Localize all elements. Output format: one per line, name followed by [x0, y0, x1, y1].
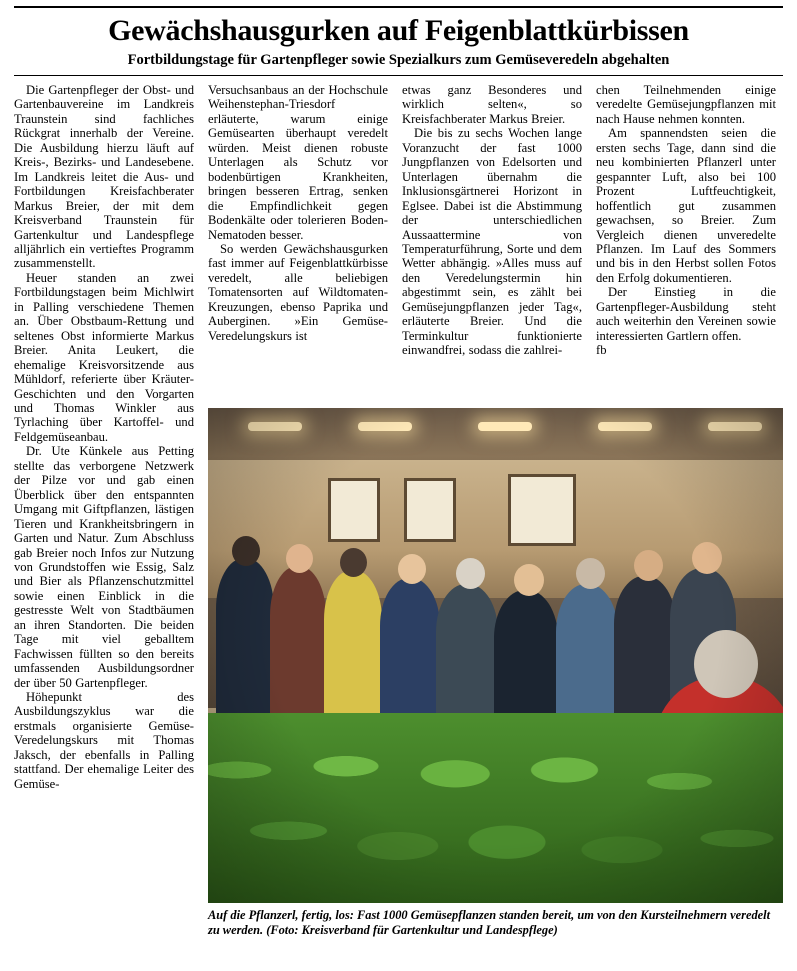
paragraph: Die Gartenpfleger der Obst- und Gartenbauvereine im Landkreis Traunstein sind fachliches Rückgrat innerhalb der Vereine. Die Ausbildung hierzu läuft auf Kreis-, Bezirks- und Landesebene. Im Landkreis leitet die Aus- und Fortbildungen Kreisfachberater Markus Breier, der mit dem Kreisverband Traunstein für Gartenkultur und Landespflege alljährlich ein vertieftes Programm zusammenstellt. — [14, 83, 194, 271]
top-rule — [14, 6, 783, 8]
paragraph: Heuer standen an zwei Fortbildungstagen beim Michlwirt in Palling verschiedene Themen an. Über Obstbaum-Rettung und seltenes Obst informierte Markus Breier. Anita Leukert, die ehemalige Kreisvorsitzende aus Mühldorf, referierte über Kräuter-Geschichten und den Vorgarten und Thomas Winkler aus Tyrlaching über Kartoffel- und Feldgemüseanbau. — [14, 270, 194, 444]
paragraph: chen Teilnehmenden einige veredelte Gemüsejungpflanzen mit nach Hause nehmen konnten. — [596, 83, 776, 126]
paragraph: Die bis zu sechs Wochen lange Voranzucht der fast 1000 Jungpflanzen von Edelsorten und Unterlagen übernahm die Inklusionsgärtnerei Horizont in Eglsee. Dabei ist die Abstimmung der unterschiedlichen Aussaattermine von Temperaturführung, Sorte und dem Wetter abhängig. »Alles muss auf den Veredelungstermin hin abgestimmt sein, es zählt bei Gemüsejungpflanzen jeder Tag«, erläuterte Breier. Und die Terminkultur funktionierte einwandfrei, sodass die zahlrei- — [402, 126, 582, 358]
article-photo — [208, 408, 783, 903]
photo-vignette — [208, 408, 783, 903]
paragraph: Der Einstieg in die Gartenpfleger-Ausbildung steht auch weiterhin den Vereinen sowie interessierten Gartlern offen. — [596, 285, 776, 343]
photo-caption-text: Auf die Pflanzerl, fertig, los: Fast 1000 Gemüsepflanzen standen bereit, um von den Kursteilnehmern veredelt zu werden. — [208, 908, 771, 937]
paragraph: Höhepunkt des Ausbildungszyklus war die erstmals organisierte Gemüse-Veredelungskurs mit Thomas Jaksch, der ebenfalls in Palling stattfand. Der ehemalige Leiter des Gemüse- — [14, 690, 194, 791]
paragraph: So werden Gewächshausgurken fast immer auf Feigenblattkürbisse veredelt, alle beliebigen Tomatensorten auf Wildtomaten-Kreuzungen, ebenso Paprika und Auberginen. »Ein Gemüse-Veredelungskurs ist — [208, 241, 388, 343]
paragraph: Am spannendsten seien die ersten sechs Tage, dann sind die neu kombinierten Pflanzerl unter gespannter Luft, also bei 100 Prozent Luftfeuchtigkeit, hoffentlich gut zusammen gewachsen, so Breier. Zum Vergleich dienen unveredelte Pflanzen. Im Lauf des Sommers und bis in den Herbst sollen Fotos den Erfolg dokumentieren. — [596, 126, 776, 285]
paragraph: Versuchsanbaus an der Hochschule Weihenstephan-Triesdorf erläuterte, warum einige Gemüsearten überhaupt veredelt würden. Meist dienen robuste Unterlagen als Schutz vor bodenbürtigen Krankheiten, bringen besseren Ertrag, senken die Empfindlichkeit gegen Bodenkälte oder tolerieren Boden-Nematoden besser. — [208, 83, 388, 242]
subtitle-rule — [14, 75, 783, 76]
article-column-3 — [402, 83, 582, 358]
author-signature: fb — [596, 343, 607, 358]
paragraph: Dr. Ute Künkele aus Petting stellte das verborgene Netzwerk der Pilze vor und gab einen Überblick über den entspannten Umgang mit Giftpflanzen, lästigen Tieren und Krankheitsbringern in Garten und Natur. Zum Abschluss gab Breier noch Infos zur Nutzung von Grundstoffen wie Essig, Salz und Bier als Pflanzenschutzmittel sowie einen Einblick in die gestresste Welt von Stadtbäumen an ihren Standorten. Die beiden Tage mit viel geballtem Fachwissen füllten so den bereits umfassenden Ausbildungsordner der über 50 Gartenpfleger. — [14, 444, 194, 690]
article-column-4 — [596, 83, 776, 358]
photo-scene — [208, 408, 783, 903]
photo-caption-credit: (Foto: Kreisverband für Gartenkultur und Landespflege) — [266, 922, 558, 937]
article-column-2 — [208, 83, 388, 343]
paragraph: etwas ganz Besonderes und wirklich selten«, so Kreisfachberater Markus Breier. — [402, 83, 582, 126]
page-title: Gewächshausgurken auf Feigenblattkürbissen — [108, 14, 689, 47]
photo-caption — [208, 908, 783, 937]
page-subtitle: Fortbildungstage für Gartenpfleger sowie Spezialkurs zum Gemüseveredeln abgehalten — [127, 52, 670, 68]
article-column-1 — [14, 83, 194, 791]
